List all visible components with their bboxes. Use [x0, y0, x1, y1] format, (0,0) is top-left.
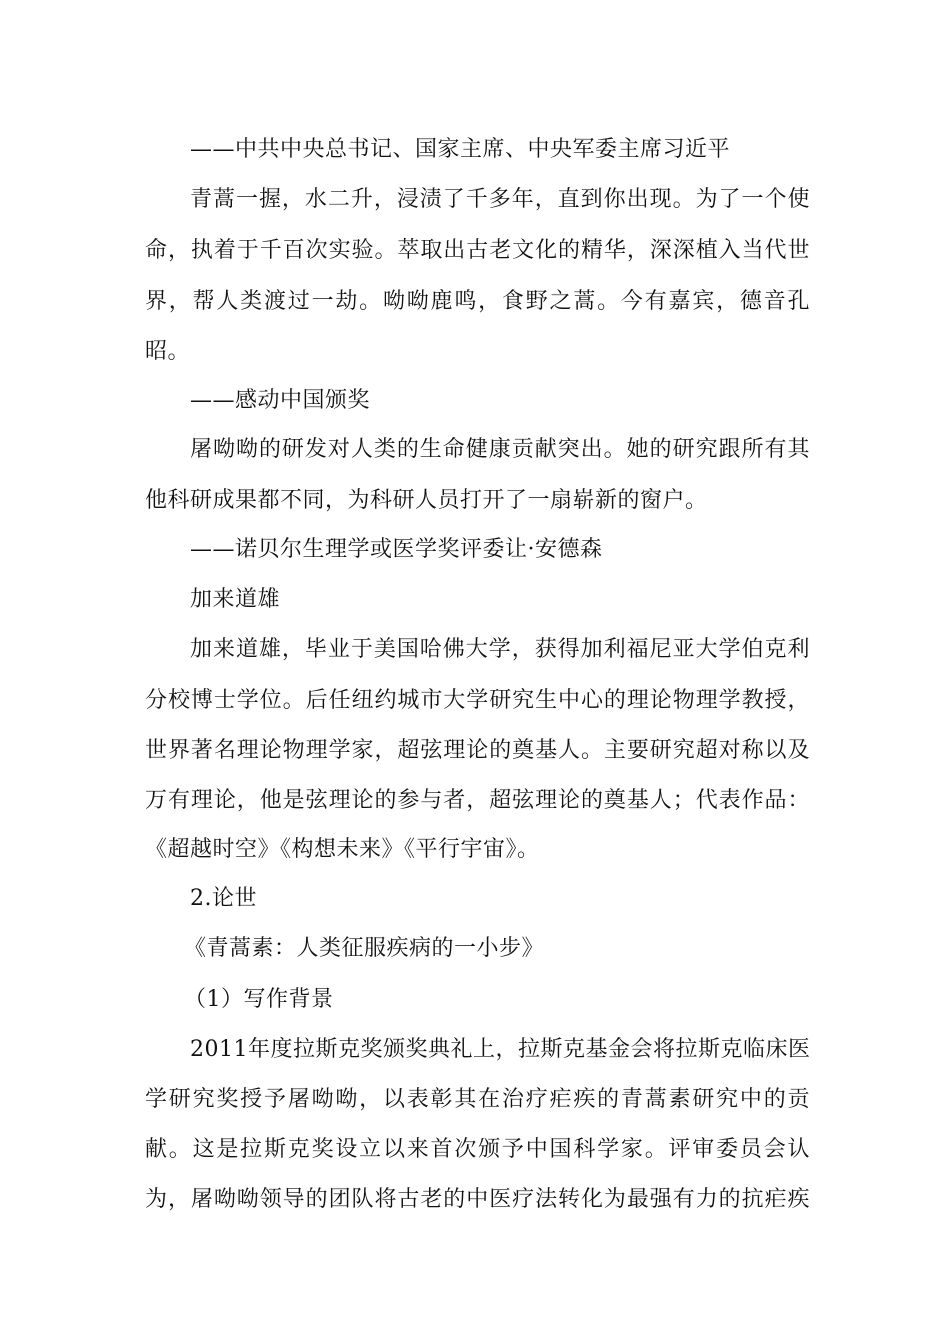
paragraph-line: 万有理论，他是弦理论的参与者，超弦理论的奠基人；代表作品： — [145, 788, 810, 813]
paragraph-line: 青蒿一握，水二升，浸渍了千多年，直到你出现。为了一个使 — [190, 187, 810, 212]
section-heading-numbered: 2.论世 — [190, 886, 257, 911]
paragraph-line: 献。这是拉斯克奖设立以来首次颁予中国科学家。评审委员会认 — [145, 1137, 810, 1162]
paragraph-line: 他科研成果都不同，为科研人员打开了一扇崭新的窗户。 — [145, 488, 708, 513]
paragraph-line: 分校博士学位。后任纽约城市大学研究生中心的理论物理学教授， — [145, 688, 810, 713]
paragraph-line: 命，执着于千百次实验。萃取出古老文化的精华，深深植入当代世 — [145, 238, 810, 263]
quote-attribution-xi: ——中共中央总书记、国家主席、中央军委主席习近平 — [190, 137, 731, 162]
paragraph-line: 学研究奖授予屠呦呦，以表彰其在治疗疟疾的青蒿素研究中的贡 — [145, 1087, 810, 1112]
paragraph-line: 昭。 — [145, 339, 191, 364]
section-heading: 加来道雄 — [190, 587, 281, 612]
paragraph-line: 加来道雄，毕业于美国哈佛大学，获得加利福尼亚大学伯克利 — [190, 637, 810, 662]
paragraph-line: 为，屠呦呦领导的团队将古老的中医疗法转化为最强有力的抗疟疾 — [145, 1187, 810, 1212]
paragraph-line: 屠呦呦的研发对人类的生命健康贡献突出。她的研究跟所有其 — [190, 437, 810, 462]
paragraph-line: 界，帮人类渡过一劫。呦呦鹿鸣，食野之蒿。今有嘉宾，德音孔 — [145, 289, 810, 314]
quote-attribution-award: ——感动中国颁奖 — [190, 388, 371, 413]
paragraph-line: 《超越时空》《构想未来》《平行宇宙》。 — [145, 837, 540, 862]
paragraph-line: 2011年度拉斯克奖颁奖典礼上，拉斯克基金会将拉斯克临床医 — [190, 1037, 811, 1062]
subsection-heading: （1）写作背景 — [184, 987, 334, 1012]
article-title: 《青蒿素：人类征服疾病的一小步》 — [184, 936, 545, 961]
paragraph-line: 世界著名理论物理学家，超弦理论的奠基人。主要研究超对称以及 — [145, 738, 810, 763]
quote-attribution-nobel: ——诺贝尔生理学或医学奖评委让·安德森 — [190, 537, 603, 562]
